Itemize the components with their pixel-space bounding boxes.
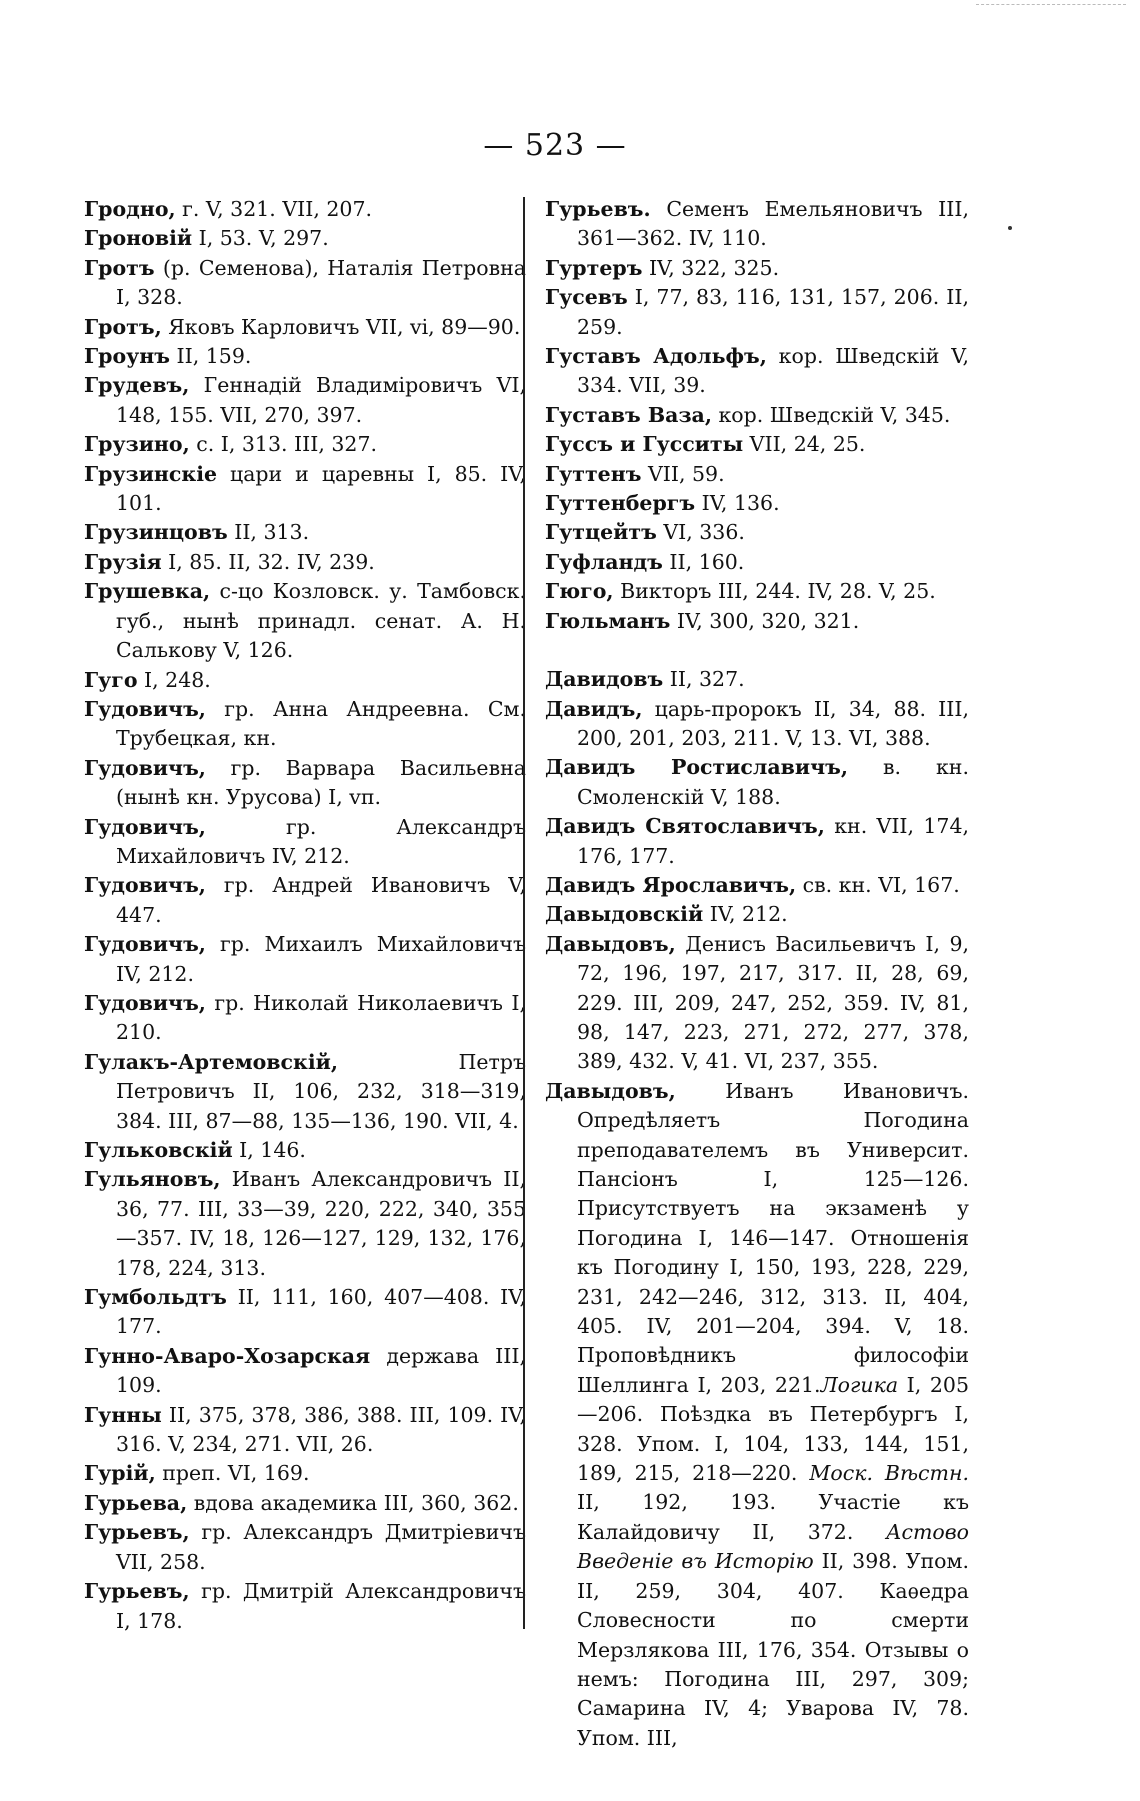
entry-headword: Гулакъ-Артемовскій,: [84, 1049, 338, 1074]
entry-references: IV, 136.: [695, 491, 780, 516]
entry-references: г. V, 321. VII, 207.: [175, 197, 373, 221]
entry-headword: Гудовичъ,: [84, 873, 206, 898]
index-entry: [84, 313, 526, 342]
entry-references: II, 327.: [663, 667, 745, 692]
index-entry: [545, 430, 969, 459]
entry-references: VI, 336.: [656, 520, 745, 545]
index-entry: [84, 1401, 526, 1460]
index-entry: [84, 460, 526, 519]
index-entry: [84, 1489, 526, 1518]
entry-headword: Гунно-Аваро-Хозарская: [84, 1343, 371, 1368]
entry-references: Петръ Петровичъ II, 106, 232, 318—319, 384. III, 87—88, 135—136, 190. VII, 4.: [116, 1049, 526, 1133]
entry-headword: Гумбольдтъ: [84, 1285, 227, 1310]
entry-references: II, 160.: [662, 549, 745, 574]
index-entry: [84, 1518, 526, 1577]
entry-references: Геннадій Владиміровичъ VI, 148, 155. VII, 270, 397.: [116, 373, 526, 427]
entry-references: преп. VI, 169.: [155, 1461, 310, 1486]
entry-references: гр. Варвара Васильевна (нынѣ кн. Урусова) I, vп.: [116, 755, 526, 810]
entry-references: (р. Семенова), Наталія Петровна I, 328.: [116, 255, 526, 310]
entry-references: св. кн. VI, 167.: [796, 872, 960, 897]
entry-references: кн. VII, 174, 176, 177.: [577, 814, 969, 868]
index-entry: [84, 254, 526, 313]
entry-headword: Грузинскіе: [84, 461, 218, 486]
entry-references: держава III, 109.: [116, 1343, 526, 1398]
entry-references: вдова академика III, 360, 362.: [187, 1490, 519, 1515]
scan-speck: [1008, 226, 1012, 230]
index-entry: [84, 930, 526, 989]
entry-references: IV, 300, 320, 321.: [670, 608, 860, 633]
entry-italic-title: Моск. Вѣстн.: [809, 1461, 969, 1486]
entry-headword: Грушевка,: [84, 579, 211, 604]
entry-headword: Гусевъ: [545, 285, 628, 310]
entry-references: гр. Александръ Дмитріевичъ VII, 258.: [116, 1520, 526, 1574]
entry-references: II, 159.: [170, 344, 252, 369]
index-entry: [545, 195, 969, 254]
entry-headword: Гурьевъ.: [545, 197, 651, 221]
entry-headword: Гудовичъ,: [84, 755, 206, 780]
entry-references: I, 77, 83, 116, 131, 157, 206. II, 259.: [577, 285, 969, 339]
entry-headword: Грузія: [84, 549, 162, 574]
index-entry: [545, 607, 969, 636]
index-entry: [84, 1577, 526, 1636]
entry-references: гр. Николай Николаевичъ I, 210.: [116, 990, 526, 1045]
entry-references: II, 398. Упом. II, 259, 304, 407. Каѳедра Словесности по смерти Мерзлякова III, 176, 354. Отзывы о немъ: Погодина III, 297, 309; Самарина IV, 4; Уварова IV, 78. Упом. III,: [577, 1549, 969, 1750]
entry-headword: Давидъ Ростиславичъ,: [545, 755, 848, 780]
entry-headword: Давидъ,: [545, 696, 643, 721]
entry-headword: Давыдовъ,: [545, 931, 676, 956]
entry-headword: Гудовичъ,: [84, 696, 206, 721]
entry-headword: Гродно,: [84, 197, 176, 221]
index-entry: [84, 989, 526, 1048]
entry-headword: Гуссъ и Гусситы: [545, 432, 744, 457]
index-entry: [545, 871, 969, 900]
entry-headword: Давидъ Святославичъ,: [545, 814, 825, 839]
entry-references: Иванъ Ивановичъ. Опредѣляетъ Погодина преподавателемъ въ Университ. Пансіонъ I, 125—126. Присутствуетъ на экзаменѣ у Погодина I, 146—147. Отношенія къ Погодину I, 150, 193, 228, 229, 231, 242—246, 312, 313. II, 404, 405. IV, 201—204, 394. V, 18. Проповѣдникъ философіи Шеллинга I, 203, 221.: [577, 1078, 969, 1397]
index-entry: [545, 930, 969, 1077]
entry-references: гр. Дмитрій Александровичъ I, 178.: [116, 1579, 526, 1633]
entry-references: Иванъ Александровичъ II, 36, 77. III, 33—39, 220, 222, 340, 355—357. IV, 18, 126—127, 129, 132, 176, 178, 224, 313.: [116, 1167, 526, 1280]
index-entry: [84, 871, 526, 930]
index-entry: [545, 900, 969, 929]
index-entry: [84, 1136, 526, 1165]
index-entry: [545, 401, 969, 430]
entry-references: II, 192, 193. Участіе къ Калайдовичу II, 372.: [577, 1490, 969, 1544]
entry-references: Викторъ III, 244. IV, 28. V, 25.: [613, 579, 936, 604]
index-entry: [84, 548, 526, 577]
index-entry: [545, 489, 969, 518]
entry-references: I, 248.: [137, 667, 211, 692]
entry-references: Семенъ Емельяновичъ III, 361—362. IV, 110.: [577, 197, 969, 251]
entry-headword: Гунны: [84, 1402, 162, 1427]
entry-headword: Гурьева,: [84, 1490, 188, 1515]
letter-gap: [545, 636, 969, 665]
index-entry: [84, 1459, 526, 1488]
entry-italic-title: Логика: [820, 1372, 899, 1397]
entry-references: IV, 322, 325.: [642, 255, 780, 280]
index-group-g: [545, 195, 969, 636]
entry-references: кор. Шведскій V, 334. VII, 39.: [577, 344, 969, 398]
entry-references: II, 313.: [227, 520, 310, 545]
index-entry: [84, 371, 526, 430]
entry-references: гр. Александръ Михайловичъ IV, 212.: [116, 814, 526, 868]
index-entry: [545, 577, 969, 606]
index-entry: [545, 283, 969, 342]
entry-headword: Гудовичъ,: [84, 932, 206, 957]
index-entry: [84, 518, 526, 547]
index-entry: [545, 518, 969, 547]
entry-headword: Гуттенъ: [545, 461, 642, 486]
index-entry: [84, 813, 526, 872]
entry-headword: Гуфландъ: [545, 549, 663, 574]
entry-references: I, 146.: [232, 1138, 306, 1162]
index-entry: [84, 430, 526, 459]
entry-references: гр. Андрей Ивановичъ V, 447.: [116, 873, 526, 927]
column-divider: [523, 197, 525, 1629]
entry-headword: Давидъ Ярославичъ,: [545, 872, 797, 897]
index-entry: [545, 665, 969, 694]
entry-headword: Грузинцовъ: [84, 520, 228, 545]
index-entry: [84, 195, 526, 224]
entry-headword: Гудовичъ,: [84, 990, 206, 1015]
entry-headword: Гульковскій: [84, 1138, 233, 1162]
index-entry: [84, 666, 526, 695]
entry-references: I, 205—206. Поѣздка въ Петербургъ I, 328. Упом. I, 104, 133, 144, 151, 189, 215, 218—220.: [577, 1372, 970, 1486]
entry-references: II, 111, 160, 407—408. IV, 177.: [116, 1285, 526, 1339]
index-column-right: [545, 195, 969, 1753]
index-group-d: [545, 665, 969, 1753]
index-entry: [545, 548, 969, 577]
entry-headword: Гроунъ: [84, 344, 171, 369]
entry-headword: Гутцейтъ: [545, 520, 657, 545]
index-entry: [545, 695, 969, 754]
entry-headword: Гурій,: [84, 1461, 156, 1486]
entry-references: IV, 212.: [703, 902, 788, 927]
index-column-left: [84, 195, 526, 1636]
entry-headword: Гюльманъ: [545, 608, 671, 633]
entry-headword: Гроновій: [84, 226, 193, 251]
entry-references: царь-пророкъ II, 34, 88. III, 200, 201, 203, 211. V, 13. VI, 388.: [577, 696, 969, 750]
entry-headword: Гудовичъ,: [84, 814, 206, 839]
index-entry: [84, 754, 526, 813]
entry-references: с-цо Козловск. у. Тамбовск. губ., нынѣ принадл. сенат. А. Н. Салькову V, 126.: [116, 579, 526, 663]
index-entry: [545, 812, 969, 871]
entry-references: II, 375, 378, 386, 388. III, 109. IV, 316. V, 234, 271. VII, 26.: [116, 1402, 526, 1457]
index-entry: [545, 1077, 969, 1753]
page-number: — 523 —: [483, 128, 627, 163]
entry-references: VII, 59.: [641, 461, 725, 486]
entry-headword: Густавъ Ваза,: [545, 402, 712, 427]
entry-references: I, 85. II, 32. IV, 239.: [161, 549, 375, 574]
entry-references: гр. Анна Андреевна. См. Трубецкая, кн.: [116, 696, 526, 751]
entry-references: с. I, 313. III, 327.: [189, 432, 378, 457]
entry-references: Денисъ Васильевичъ I, 9, 72, 196, 197, 217, 317. II, 28, 69, 229. III, 209, 247, 252, 359. IV, 81, 98, 147, 223, 271, 272, 277, 378, 389, 432. V, 41. VI, 237, 355.: [577, 931, 969, 1074]
index-entry: [545, 254, 969, 283]
index-entry: [545, 460, 969, 489]
entry-references: кор. Шведскій V, 345.: [711, 402, 951, 427]
entry-headword: Гульяновъ,: [84, 1167, 221, 1192]
index-entry: [84, 1283, 526, 1342]
entry-references: цари и царевны I, 85. IV, 101.: [116, 461, 526, 516]
index-entry: [84, 342, 526, 371]
index-entry: [84, 695, 526, 754]
index-entry: [545, 753, 969, 812]
entry-headword: Давыдовъ,: [545, 1078, 676, 1103]
entry-headword: Грузино,: [84, 432, 190, 457]
index-entry: [84, 577, 526, 665]
entry-references: в. кн. Смоленскій V, 188.: [577, 755, 969, 809]
entry-headword: Гуртеръ: [545, 255, 643, 280]
scan-corner-mark: [976, 4, 1126, 5]
entry-headword: Гротъ,: [84, 314, 162, 339]
entry-headword: Гюго,: [545, 579, 614, 604]
index-entry: [84, 1048, 526, 1136]
entry-headword: Грудевъ,: [84, 373, 190, 398]
entry-references: гр. Михаилъ Михайловичъ IV, 212.: [116, 932, 526, 986]
entry-italic-title: Астово Введеніе въ Исторію: [577, 1519, 969, 1574]
entry-references: I, 53. V, 297.: [192, 226, 329, 251]
entry-headword: Густавъ Адольфъ,: [545, 344, 767, 369]
entry-references: VII, 24, 25.: [743, 432, 866, 457]
entry-headword: Давыдовскій: [545, 902, 704, 927]
entry-headword: Гротъ: [84, 255, 155, 280]
entry-headword: Давидовъ: [545, 667, 664, 692]
entry-references: Яковъ Карловичъ VII, vi, 89—90.: [161, 314, 521, 339]
entry-headword: Гуттенбергъ: [545, 491, 696, 516]
index-entry: [545, 342, 969, 401]
index-entry: [84, 224, 526, 253]
entry-headword: Гурьевъ,: [84, 1579, 190, 1604]
index-entry: [84, 1165, 526, 1283]
entry-headword: Гурьевъ,: [84, 1520, 190, 1545]
entry-headword: Гуго: [84, 667, 138, 692]
index-entry: [84, 1342, 526, 1401]
